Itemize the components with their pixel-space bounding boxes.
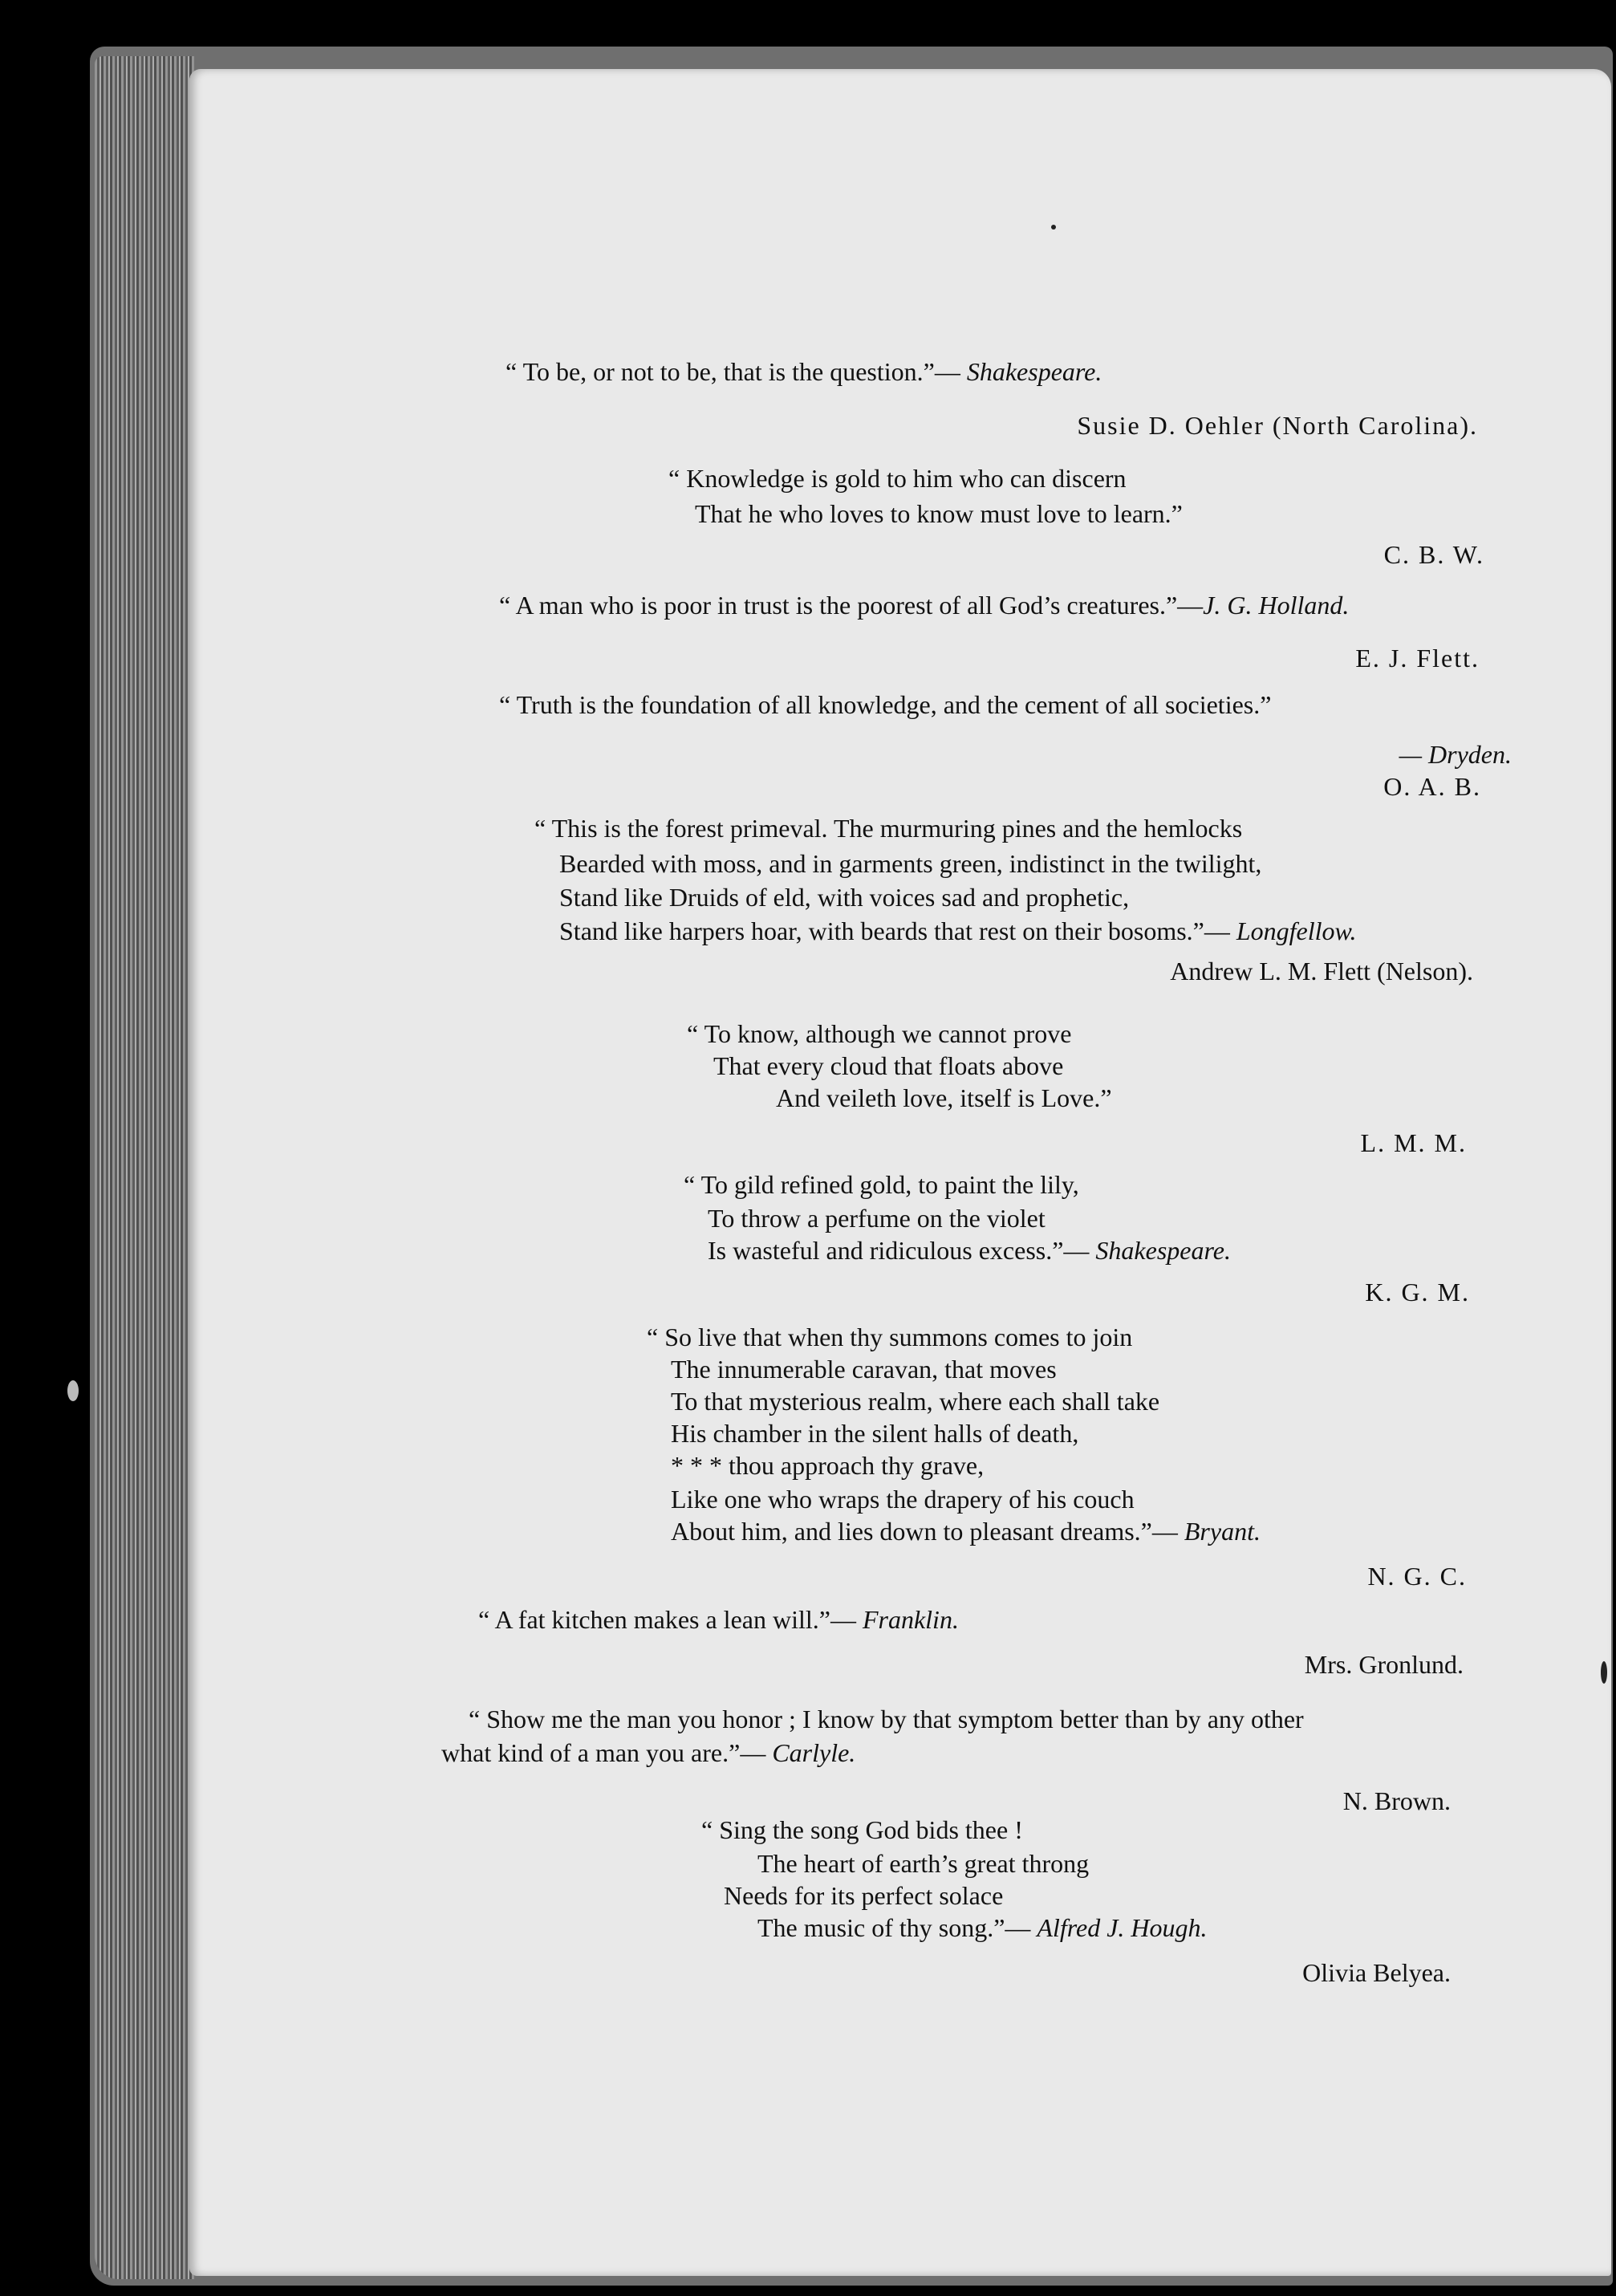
quote-line: * * * thou approach thy grave, bbox=[671, 1451, 985, 1480]
ink-speck bbox=[1051, 225, 1056, 230]
quote-line: Needs for its perfect solace bbox=[724, 1881, 1004, 1910]
ink-speck bbox=[67, 1380, 79, 1401]
quote-author: Shakespeare. bbox=[1095, 1236, 1231, 1265]
quote-line: The heart of earth’s great throng bbox=[757, 1849, 1090, 1878]
quote-line: “ To gild refined gold, to paint the lily, bbox=[684, 1170, 1079, 1199]
quote-author: Alfred J. Hough. bbox=[1037, 1913, 1208, 1942]
contributor-signature: N. G. C. bbox=[1367, 1562, 1467, 1591]
contributor-signature: E. J. Flett. bbox=[1355, 644, 1480, 673]
quote-line: “ To know, although we cannot prove bbox=[687, 1019, 1072, 1048]
quote-line: “ Knowledge is gold to him who can discern bbox=[668, 464, 1127, 493]
quote-line: Stand like Druids of eld, with voices sad and prophetic, bbox=[559, 883, 1130, 912]
quote-line: “ So live that when thy summons comes to join bbox=[647, 1323, 1133, 1351]
contributor-signature: C. B. W. bbox=[1383, 540, 1484, 569]
quote-line: “ To be, or not to be, that is the question.”— Shakespeare. bbox=[506, 357, 1102, 386]
quote-line: And veileth love, itself is Love.” bbox=[776, 1083, 1112, 1112]
quote-author: Bryant. bbox=[1184, 1517, 1261, 1546]
quote-line: That he who loves to know must love to learn.” bbox=[695, 499, 1183, 528]
quote-line: To throw a perfume on the violet bbox=[708, 1204, 1046, 1233]
ink-speck bbox=[1601, 1661, 1607, 1684]
quote-line: That every cloud that floats above bbox=[713, 1051, 1064, 1080]
quote-line: To that mysterious realm, where each shall take bbox=[671, 1387, 1160, 1416]
contributor-signature: Susie D. Oehler (North Carolina). bbox=[1077, 411, 1478, 440]
quote-line: The innumerable caravan, that moves bbox=[671, 1355, 1057, 1384]
quote-line: Is wasteful and ridiculous excess.”— Shakespeare. bbox=[708, 1236, 1231, 1265]
quote-author: J. G. Holland. bbox=[1203, 591, 1350, 620]
quote-author: Carlyle. bbox=[772, 1738, 856, 1767]
quote-author: Longfellow. bbox=[1236, 916, 1357, 945]
quote-line: “ Truth is the foundation of all knowledge, and the cement of all societies.” bbox=[499, 690, 1272, 719]
quote-line: About him, and lies down to pleasant dreams.”— Bryant. bbox=[671, 1517, 1261, 1546]
quote-line: “ This is the forest primeval. The murmuring pines and the hemlocks bbox=[534, 814, 1243, 843]
quote-line: His chamber in the silent halls of death, bbox=[671, 1419, 1079, 1448]
contributor-signature: Mrs. Gronlund. bbox=[1304, 1650, 1464, 1679]
quote-author: — Dryden. bbox=[1399, 740, 1512, 769]
quote-line: Like one who wraps the drapery of his couch bbox=[671, 1485, 1135, 1514]
contributor-signature: Andrew L. M. Flett (Nelson). bbox=[1170, 957, 1473, 985]
quote-line: Bearded with moss, and in garments green, indistinct in the twilight, bbox=[559, 849, 1262, 878]
page-stack-edge bbox=[95, 56, 194, 2279]
quote-line: “ A man who is poor in trust is the poorest of all God’s creatures.”—J. G. Holland. bbox=[499, 591, 1350, 620]
contributor-signature: K. G. M. bbox=[1365, 1278, 1470, 1306]
quote-line: The music of thy song.”— Alfred J. Hough. bbox=[757, 1913, 1208, 1942]
quote-author: Franklin. bbox=[862, 1605, 959, 1634]
quote-line: Stand like harpers hoar, with beards that rest on their bosoms.”— Longfellow. bbox=[559, 916, 1357, 945]
quote-author: Shakespeare. bbox=[966, 357, 1102, 386]
quote-line: “ Show me the man you honor ; I know by that symptom better than by any other bbox=[469, 1705, 1304, 1733]
quote-line: “ A fat kitchen makes a lean will.”— Franklin. bbox=[478, 1605, 959, 1634]
quote-line: “ Sing the song God bids thee ! bbox=[701, 1815, 1023, 1844]
contributor-signature: Olivia Belyea. bbox=[1302, 1958, 1451, 1987]
contributor-signature: O. A. B. bbox=[1383, 772, 1481, 801]
contributor-signature: L. M. M. bbox=[1360, 1128, 1467, 1157]
quote-line: what kind of a man you are.”— Carlyle. bbox=[441, 1738, 856, 1767]
contributor-signature: N. Brown. bbox=[1342, 1786, 1451, 1815]
